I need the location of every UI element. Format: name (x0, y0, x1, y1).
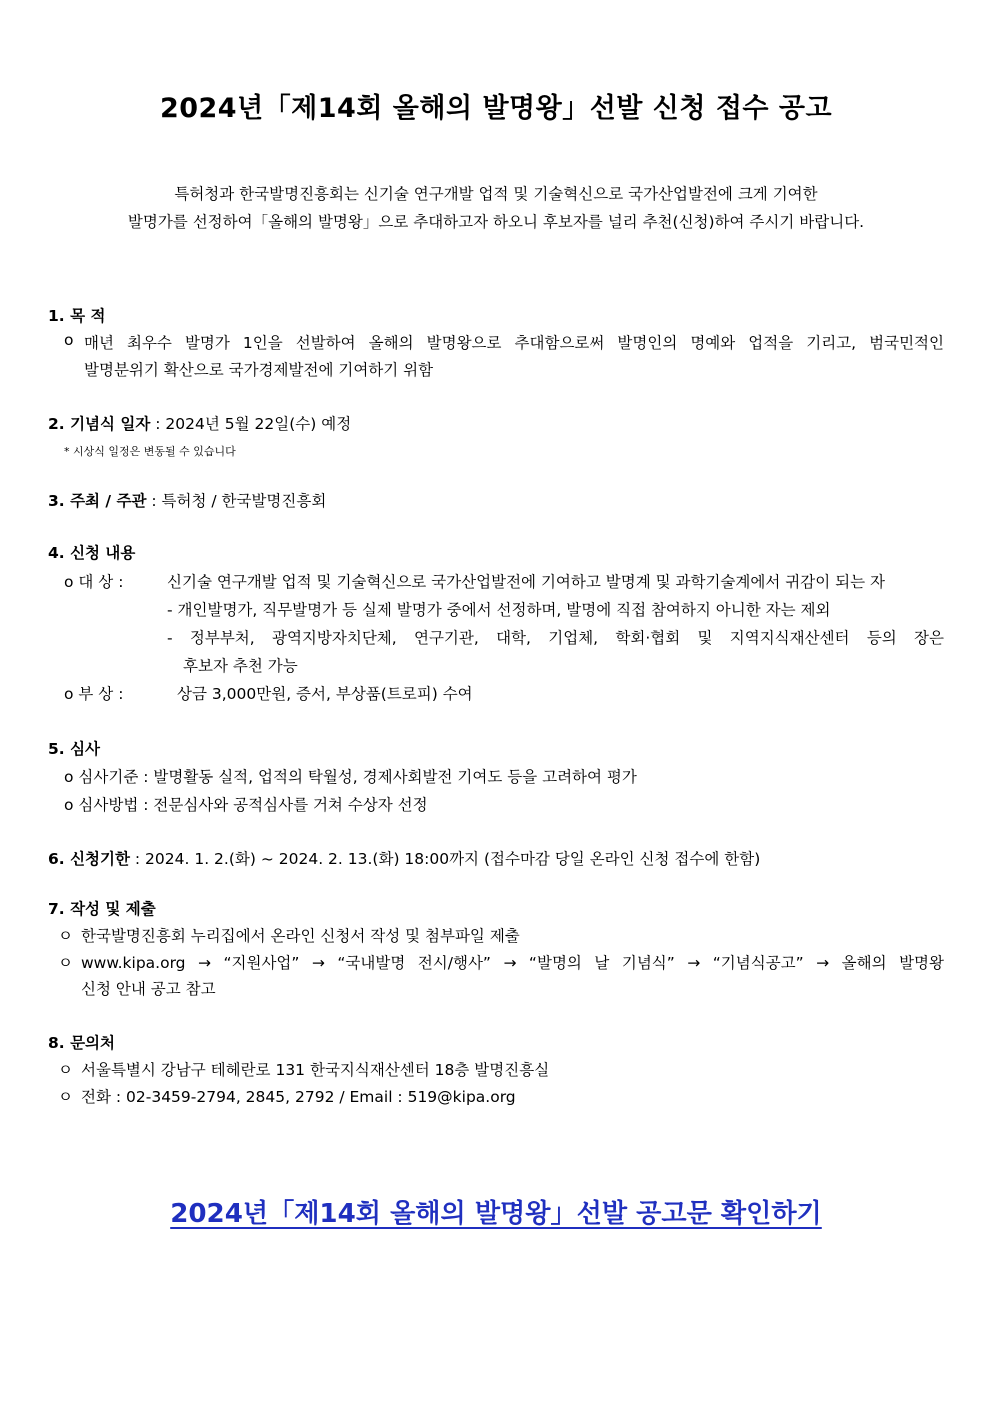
submission-line-2: www.kipa.org → “지원사업” → “국내발명 전시/행사” → “발명의 날 기념식” → “기념식공고” → 올해의 발명왕 (81, 954, 944, 972)
purpose-line-1: 매년 최우수 발명가 1인을 선발하여 올해의 발명왕으로 추대함으로써 발명인의 명예와 업적을 기리고, 범국민적인 (84, 334, 944, 352)
announcement-link[interactable]: 2024년「제14회 올해의 발명왕」선발 공고문 확인하기 (170, 1199, 822, 1229)
section-purpose-heading: 1. 목 적 (48, 307, 106, 325)
bullet-marker: ㅇ (58, 1088, 73, 1106)
section-submission-heading: 7. 작성 및 제출 (48, 900, 156, 918)
purpose-line-2: 발명분위기 확산으로 국가경제발전에 기여하기 위함 (84, 361, 434, 379)
review-method: o 심사방법 : 전문심사와 공적심사를 거쳐 수상자 선정 (64, 796, 428, 814)
bullet-marker: ㅇ (58, 1061, 73, 1079)
section-review-heading: 5. 심사 (48, 740, 101, 758)
section-host-heading (48, 489, 326, 511)
review-criteria: o 심사기준 : 발명활동 실적, 업적의 탁월성, 경제사회발전 기여도 등을 고려하여 평가 (64, 768, 637, 786)
bullet-marker: ㅇ (58, 927, 73, 945)
section-deadline-heading (48, 847, 760, 869)
target-sub-1: - 개인발명가, 직무발명가 등 실제 발명가 중에서 선정하며, 발명에 직접 참여하지 아니한 자는 제외 (167, 601, 831, 619)
target-label: o 대 상 : (64, 573, 124, 591)
bullet-marker: o (64, 331, 74, 349)
intro-line-2: 발명가를 선정하여「올해의 발명왕」으로 추대하고자 하오니 후보자를 널리 추천(신청)하여 주시기 바랍니다. (127, 213, 865, 231)
section-ceremony-heading (48, 412, 351, 434)
section-contact-heading: 8. 문의처 (48, 1034, 115, 1052)
deadline-heading-label: 6. 신청기한 (48, 850, 130, 868)
deadline-text: : 2024. 1. 2.(화) ~ 2024. 2. 13.(화) 18:00까지 (접수마감 당일 온라인 신청 접수에 한함) (129, 850, 761, 868)
intro-paragraph (40, 180, 952, 236)
target-sub-2-line-2: 후보자 추천 가능 (183, 657, 298, 675)
page-title: 2024년「제14회 올해의 발명왕」선발 신청 접수 공고 (159, 93, 833, 124)
target-sub-2-line-1: - 정부부처, 광역지방자치단체, 연구기관, 대학, 기업체, 학회·협회 및 지역지식재산센터 등의 장은 (167, 629, 944, 647)
ceremony-note: * 시상식 일정은 변동될 수 있습니다 (64, 445, 236, 458)
prize-text: 상금 3,000만원, 증서, 부상품(트로피) 수여 (177, 685, 473, 703)
ceremony-heading-label: 2. 기념식 일자 (48, 415, 151, 433)
host-text: : 특허청 / 한국발명진흥회 (146, 492, 327, 510)
contact-phone-email: 전화 : 02-3459-2794, 2845, 2792 / Email : 519@kipa.org (81, 1088, 516, 1106)
contact-address: 서울특별시 강남구 테헤란로 131 한국지식재산센터 18층 발명진흥실 (81, 1061, 550, 1079)
prize-label: o 부 상 : (64, 685, 124, 703)
bullet-marker: ㅇ (58, 954, 73, 972)
ceremony-date: : 2024년 5월 22일(수) 예정 (150, 415, 352, 433)
submission-line-3: 신청 안내 공고 참고 (81, 980, 216, 998)
host-heading-label: 3. 주최 / 주관 (48, 492, 147, 510)
section-application-heading: 4. 신청 내용 (48, 544, 136, 562)
submission-line-1: 한국발명진흥회 누리집에서 온라인 신청서 작성 및 첨부파일 제출 (81, 927, 520, 945)
target-text: 신기술 연구개발 업적 및 기술혁신으로 국가산업발전에 기여하고 발명계 및 과학기술계에서 귀감이 되는 자 (167, 573, 885, 591)
intro-line-1: 특허청과 한국발명진흥회는 신기술 연구개발 업적 및 기술혁신으로 국가산업발전에 크게 기여한 (174, 185, 818, 203)
